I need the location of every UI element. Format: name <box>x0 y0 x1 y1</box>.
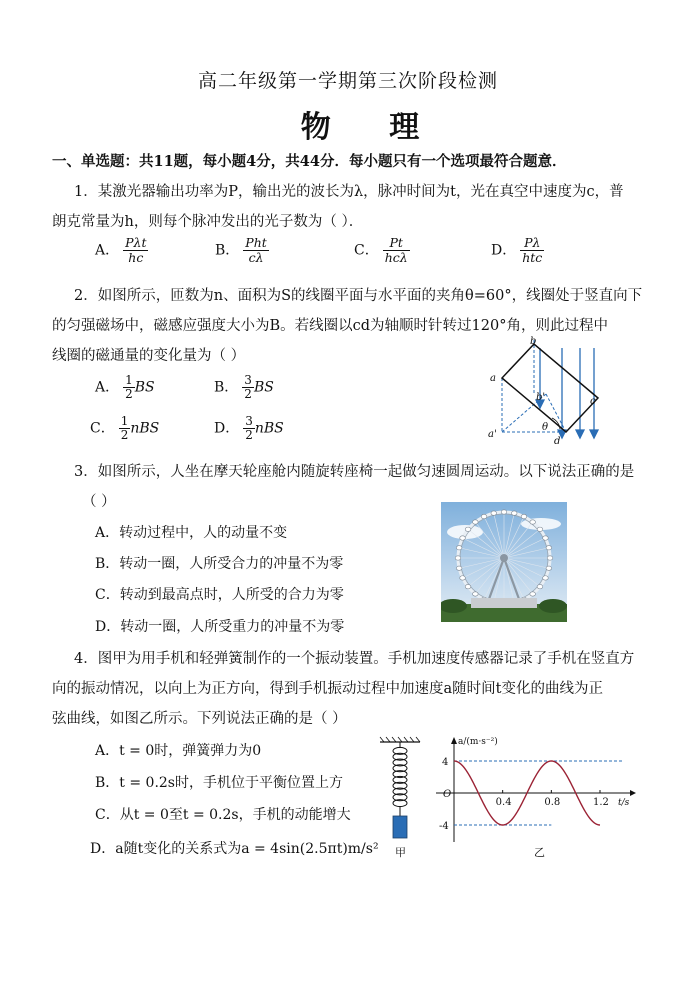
fraction: $\frac{P\lambda}{\text{htc}}$ <box>522 235 543 265</box>
coil-diagram <box>484 334 604 446</box>
q1-line2: 朗克常量为h，则每个脉冲发出的光子数为（ ）． <box>52 214 364 230</box>
q2-line3: 线圈的磁通量的变化量为（ ） <box>52 348 246 364</box>
cabin <box>460 536 466 540</box>
spring-figure <box>376 736 424 860</box>
option-label: A． <box>95 242 120 259</box>
field-arrow <box>590 430 598 438</box>
option-tail: BS <box>134 379 155 396</box>
hatch <box>380 737 384 742</box>
q3-option-d[interactable]: D．转动一圈，人所受重力的冲量不为零 <box>95 619 345 635</box>
cabin <box>456 566 462 570</box>
fraction: $\frac{\text{Pλt}}{hc}$ <box>125 235 147 265</box>
q3-line2: （ ） <box>82 494 116 510</box>
dashed-line <box>546 394 566 432</box>
station-building <box>471 598 537 608</box>
q2-option-c[interactable] <box>90 415 159 442</box>
cabin <box>546 546 552 550</box>
label-a: a <box>490 373 496 384</box>
cabin <box>530 592 536 596</box>
label-b-prime: b' <box>536 392 546 403</box>
field-arrow <box>576 430 584 438</box>
y-axis-label: a/(m·s⁻²) <box>458 737 498 747</box>
q2-line1: 2．如图所示，匝数为n、面积为S的线圈平面与水平面的夹角θ=60°，线圈处于竖直向下 <box>74 288 643 304</box>
q3-option-b[interactable]: B．转动一圈，人所受合力的冲量不为零 <box>95 556 344 572</box>
x-tick-label: 1.2 <box>593 797 609 808</box>
hatch <box>386 737 390 742</box>
cabin <box>473 520 479 524</box>
acceleration-chart <box>428 730 642 860</box>
subject-title: 物 理 <box>300 110 444 145</box>
cabin <box>547 556 553 560</box>
cabin <box>521 514 527 518</box>
phone <box>393 816 407 838</box>
cabin <box>501 510 507 514</box>
cabin <box>543 536 549 540</box>
origin-label: O <box>443 789 452 800</box>
option-label: B． <box>215 242 240 259</box>
q1-line1: 1．某激光器输出功率为P，输出光的波长为λ，脉冲时间为t，光在真空中速度为c，普 <box>74 184 624 200</box>
q4-option-d[interactable]: D．a随t变化的关系式为a = 4sin(2.5πt)m/s² <box>90 841 379 857</box>
hatch <box>392 737 396 742</box>
q3-option-a[interactable]: A．转动过程中，人的动量不变 <box>95 525 288 541</box>
x-axis-label: t/s <box>618 798 630 808</box>
y-tick-label: -4 <box>439 821 449 832</box>
figure-yi-label: 乙 <box>534 846 545 859</box>
q1-option-c[interactable] <box>354 236 410 265</box>
label-theta: θ <box>542 422 549 433</box>
option-tail: BS <box>253 379 274 396</box>
x-tick-label: 0.8 <box>544 797 561 808</box>
label-a-prime: a' <box>488 429 497 440</box>
q4-line2: 向的振动情况，以向上为正方向，得到手机振动过程中加速度a随时间t变化的曲线为正 <box>52 681 603 697</box>
q1-option-b[interactable] <box>215 236 269 265</box>
fraction: $\frac{\text{Pht}}{c\lambda}$ <box>245 235 267 265</box>
option-label: C． <box>354 242 379 259</box>
fraction: $\frac{Pt}{\text{hcλ}}$ <box>384 235 408 265</box>
coil-frame <box>502 344 598 432</box>
q1-option-a[interactable] <box>95 236 148 265</box>
y-tick-label: 4 <box>442 757 449 768</box>
q2-option-a[interactable] <box>95 374 155 401</box>
label-c: c <box>590 396 596 407</box>
figure-jia-label: 甲 <box>395 846 406 859</box>
x-axis-arrow <box>630 790 636 796</box>
cabin <box>473 592 479 596</box>
option-label: B． <box>214 379 239 396</box>
tree <box>539 599 567 613</box>
q3-option-c[interactable]: C．转动到最高点时，人所受的合力为零 <box>95 587 344 603</box>
label-b: b <box>530 336 537 347</box>
option-tail: nBS <box>254 420 284 437</box>
section-heading: 一、单选题：共11题，每小题4分，共44分．每小题只有一个选项最符合题意． <box>52 153 567 170</box>
option-tail: nBS <box>130 420 160 437</box>
label-d: d <box>554 436 561 446</box>
x-tick-label: 0.4 <box>495 797 512 808</box>
hatch <box>416 737 420 742</box>
ferris-wheel-photo <box>441 502 567 622</box>
cabin <box>465 584 471 588</box>
y-axis-arrow <box>451 737 457 744</box>
q2-line2: 的匀强磁场中，磁感应强度大小为B。若线圈以cd为轴顺时针转过120°角，则此过程中 <box>52 318 608 334</box>
option-label: D． <box>214 420 240 437</box>
cabin <box>456 546 462 550</box>
cabin <box>491 511 497 515</box>
q4-option-b[interactable]: B．t = 0.2s时，手机位于平衡位置上方 <box>95 775 343 791</box>
hatch <box>398 737 402 742</box>
cabin <box>537 527 543 531</box>
cabin <box>543 576 549 580</box>
cabin <box>511 511 517 515</box>
q4-option-a[interactable]: A．t = 0时，弹簧弹力为0 <box>95 743 262 759</box>
option-label: D． <box>491 242 517 259</box>
fraction: $\frac{3}{2}$ <box>244 373 252 402</box>
fraction: $\frac{1}{2}$ <box>120 414 129 443</box>
q1-option-d[interactable] <box>491 236 544 265</box>
spring-coils <box>393 747 407 806</box>
cabin <box>481 514 487 518</box>
option-label: A． <box>95 379 120 396</box>
cabin <box>530 520 536 524</box>
exam-title: 高二年级第一学期第三次阶段检测 <box>197 70 498 92</box>
hatch <box>404 737 408 742</box>
fraction: $\frac{3}{2}$ <box>245 414 253 443</box>
option-label: C． <box>90 420 115 437</box>
cabin <box>546 566 552 570</box>
q4-line1: 4．图甲为用手机和轻弹簧制作的一个振动装置。手机加速度传感器记录了手机在竖直方 <box>74 651 635 667</box>
cabin <box>455 556 461 560</box>
q3-line1: 3．如图所示，人坐在摩天轮座舱内随旋转座椅一起做匀速圆周运动。以下说法正确的是 <box>74 464 635 480</box>
hatch <box>410 737 414 742</box>
cabin <box>460 576 466 580</box>
fraction: $\frac{1}{2}$ <box>125 373 133 402</box>
q2-option-b[interactable] <box>214 374 274 401</box>
q4-option-c[interactable]: C．从t = 0至t = 0.2s，手机的动能增大 <box>95 807 351 823</box>
cabin <box>465 527 471 531</box>
q4-line3: 弦曲线，如图乙所示。下列说法正确的是（ ） <box>52 711 347 727</box>
cabin <box>537 584 543 588</box>
q2-option-d[interactable] <box>214 415 284 442</box>
